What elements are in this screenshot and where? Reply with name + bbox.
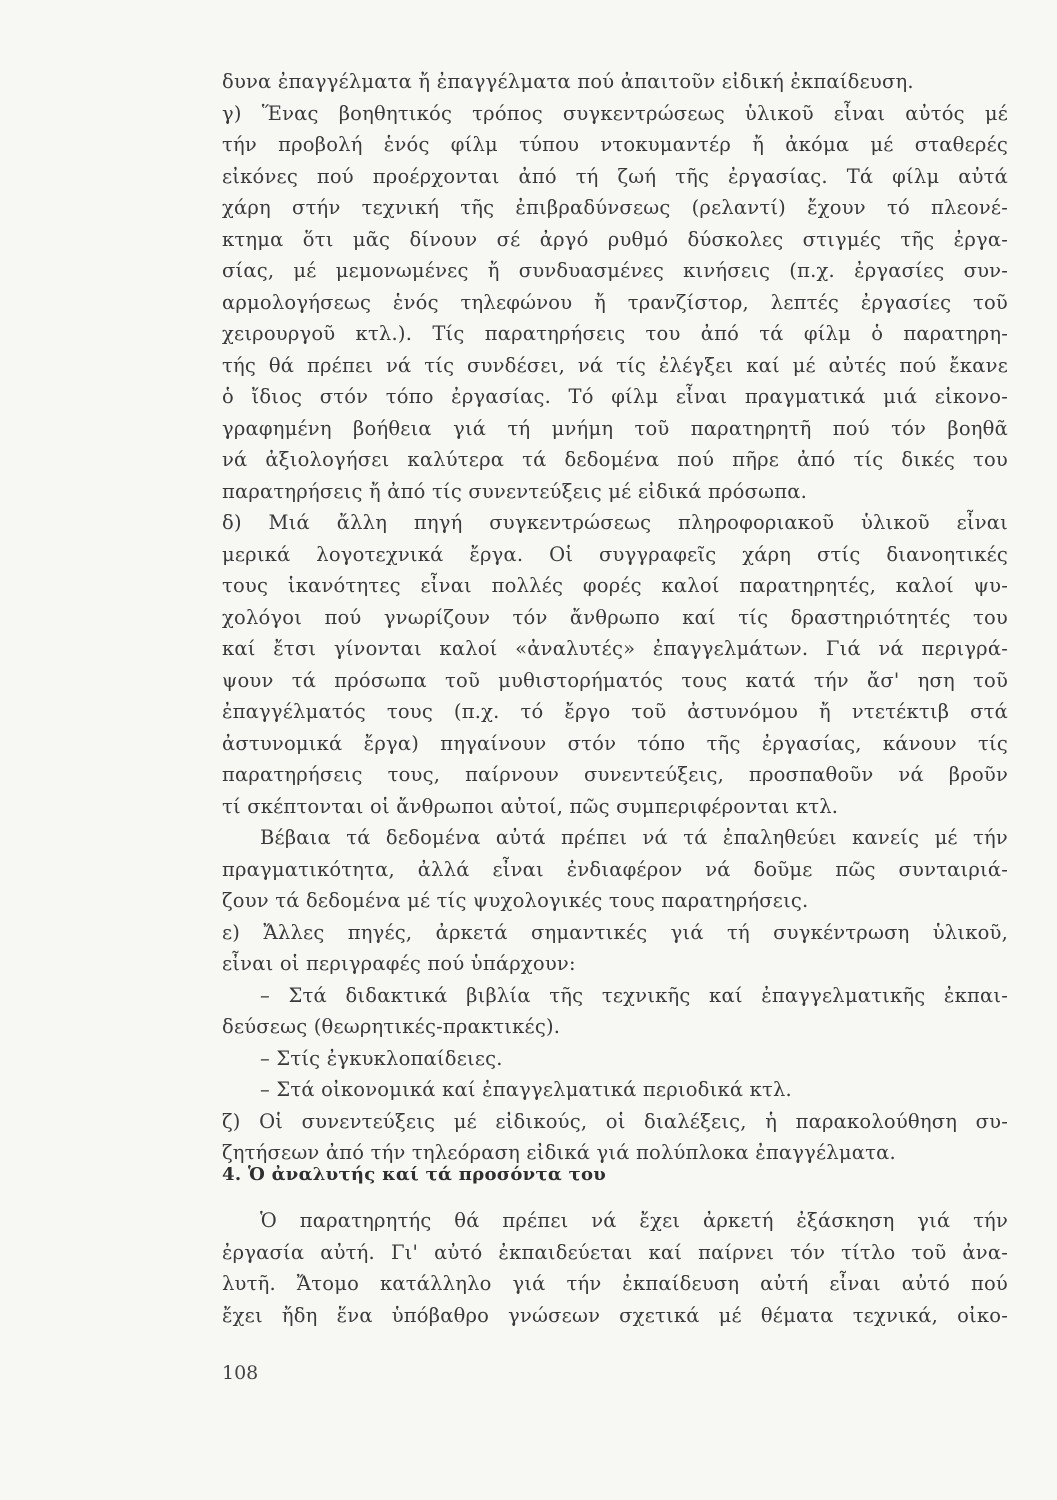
text-line: εἶναι οἱ περιγραφές πού ὑπάρχουν: [222,952,576,975]
text-line: δυνα ἐπαγγέλματα ἤ ἐπαγγέλματα πού ἀπαιτοῦν εἰδική ἐκπαίδευση. [222,70,914,93]
text-line: παρατηρήσεις ἤ ἀπό τίς συνεντεύξεις μέ εἰδικά πρόσωπα. [222,479,807,503]
text-line: λυτῆ. Ἄτομο κατάλληλο γιά τήν ἐκπαίδευση αὐτή εἶναι αὐτό πού [222,1272,1008,1295]
text-line: Ὁ παρατηρητής θά πρέπει νά ἔχει ἀρκετή ἐξάσκηση γιά τήν [260,1209,1008,1232]
text-line: Βέβαια τά δεδομένα αὐτά πρέπει νά τά ἐπαληθεύει κανείς μέ τήν [260,826,1008,849]
text-line: δεύσεως (θεωρητικές-πρακτικές). [222,1015,561,1038]
text-line: χολόγοι πού γνωρίζουν τόν ἄνθρωπο καί τίς δραστηριότητές του [222,605,1008,629]
text-line: σίας, μέ μεμονωμένες ἤ συνδυασμένες κινήσεις (π.χ. ἐργασίες συν- [222,259,1008,282]
text-line: χειρουργοῦ κτλ.). Τίς παρατηρήσεις του ἀπό τά φίλμ ὁ παρατηρη- [222,322,1008,345]
text-line: ζ) Οἱ συνεντεύξεις μέ εἰδικούς, οἱ διαλέξεις, ἡ παρακολούθηση συ- [222,1109,1008,1133]
text-line: πραγματικότητα, ἀλλά εἶναι ἐνδιαφέρον νά δοῦμε πῶς συνταιριά- [222,857,1008,881]
text-line: χάρη στήν τεχνική τῆς ἐπιβραδύνσεως (ρελαντί) ἔχουν τό πλεονέ- [222,196,1008,219]
body-text-part2 [222,1205,1008,1331]
text-line: καί ἔτσι γίνονται καλοί «ἀναλυτές» ἐπαγγελμάτων. Γιά νά περιγρά- [222,637,1008,660]
text-line: ἐργασία αὐτή. Γι' αὐτό ἐκπαιδεύεται καί παίρνει τόν τίτλο τοῦ ἀνα- [222,1240,1008,1264]
text-line: αρμολογήσεως ἑνός τηλεφώνου ἤ τρανζίστορ, λεπτές ἐργασίες τοῦ [222,290,1008,314]
page-number: 108 [222,1362,259,1384]
body-text-part1 [222,66,1008,1169]
text-line: ε) Ἄλλες πηγές, ἀρκετά σημαντικές γιά τή συγκέντρωση ὑλικοῦ, [222,920,1008,944]
text-line: ψουν τά πρόσωπα τοῦ μυθιστορήματός τους κατά τήν ἄσ' ηση τοῦ [222,668,1008,692]
text-line: εἰκόνες πού προέρχονται ἀπό τή ζωή τῆς ἐργασίας. Τά φίλμ αὐτά [222,164,1008,188]
text-line: ζουν τά δεδομένα μέ τίς ψυχολογικές τους παρατηρήσεις. [222,889,809,912]
text-line: δ) Μιά ἄλλη πηγή συγκεντρώσεως πληροφοριακοῦ ὑλικοῦ εἶναι [222,511,1008,534]
section-heading: 4. Ὁ ἀναλυτής καί τά προσόντα του [222,1164,607,1185]
text-line: ὁ ἴδιος στόν τόπο ἐργασίας. Τό φίλμ εἶναι πραγματικά μιά εἰκονο- [222,385,1008,408]
text-line: ζητήσεων ἀπό τήν τηλεόραση εἰδικά γιά πολύπλοκα ἐπαγγέλματα. [222,1141,896,1164]
text-line: τήν προβολή ἑνός φίλμ τύπου ντοκυμαντέρ ἤ ἀκόμα μέ σταθερές [222,133,1008,156]
list-item: – Στά διδακτικά βιβλία τῆς τεχνικῆς καί ἐπαγγελματικῆς ἐκπαι- [260,983,1008,1007]
text-line: γραφημένη βοήθεια γιά τή μνήμη τοῦ παρατηρητῆ πού τόν βοηθᾶ [222,416,1008,440]
list-item: – Στά οἰκονομικά καί ἐπαγγελματικά περιοδικά κτλ. [260,1078,792,1101]
text-line: ἐπαγγέλματός τους (π.χ. τό ἔργο τοῦ ἀστυνόμου ἤ ντετέκτιβ στά [222,700,1008,723]
text-line: τους ἱκανότητες εἶναι πολλές φορές καλοί παρατηρητές, καλοί ψυ- [222,574,1008,597]
text-line: μερικά λογοτεχνικά ἔργα. Οἱ συγγραφεῖς χάρη στίς διανοητικές [222,542,1008,566]
text-line: τί σκέπτονται οἱ ἄνθρωποι αὐτοί, πῶς συμπεριφέρονται κτλ. [222,794,839,818]
text-line: παρατηρήσεις τους, παίρνουν συνεντεύξεις, προσπαθοῦν νά βροῦν [222,763,1008,786]
text-line: ἀστυνομικά ἔργα) πηγαίνουν στόν τόπο τῆς ἐργασίας, κάνουν τίς [222,731,1008,755]
text-line: ἔχει ἤδη ἕνα ὑπόβαθρο γνώσεων σχετικά μέ θέματα τεχνικά, οἰκο- [222,1303,1008,1327]
text-line: κτημα ὅτι μᾶς δίνουν σέ ἀργό ρυθμό δύσκολες στιγμές τῆς ἐργα- [222,227,1008,251]
text-line: νά ἀξιολογήσει καλύτερα τά δεδομένα πού πῆρε ἀπό τίς δικές του [222,448,1008,471]
text-line: γ) Ἕνας βοηθητικός τρόπος συγκεντρώσεως ὑλικοῦ εἶναι αὐτός μέ [222,101,1008,125]
text-line: τής θά πρέπει νά τίς συνδέσει, νά τίς ἐλέγξει καί μέ αὐτές πού ἔκανε [222,353,1008,377]
list-item: – Στίς ἐγκυκλοπαίδειες. [260,1046,503,1070]
